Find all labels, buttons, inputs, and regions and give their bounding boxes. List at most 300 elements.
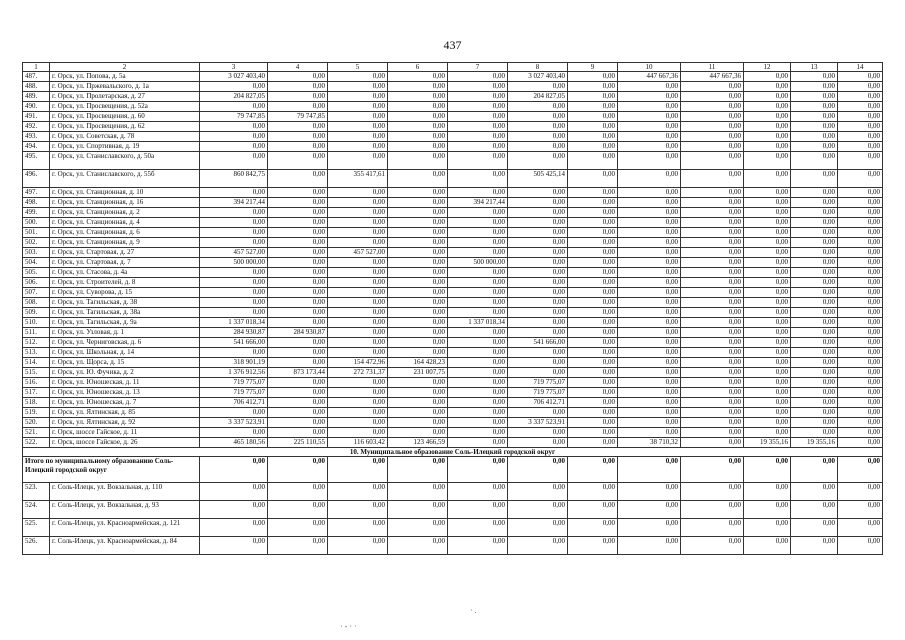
column-number-cell: 8 <box>508 63 568 72</box>
amount-cell: 0,00 <box>791 328 838 338</box>
amount-cell: 0,00 <box>744 338 791 348</box>
amount-cell: 0,00 <box>200 278 268 288</box>
amount-cell: 0,00 <box>744 208 791 218</box>
row-number-cell: 522. <box>23 438 50 448</box>
table-row <box>23 238 883 248</box>
amount-cell: 0,00 <box>388 328 448 338</box>
amount-cell: 0,00 <box>681 388 744 398</box>
amount-cell: 0,00 <box>508 348 568 358</box>
row-number-cell: 514. <box>23 358 50 368</box>
amount-cell: 0,00 <box>448 82 508 92</box>
amount-cell: 0,00 <box>508 152 568 170</box>
amount-cell: 0,00 <box>681 92 744 102</box>
amount-cell: 0,00 <box>508 268 568 278</box>
amount-cell: 0,00 <box>200 142 268 152</box>
amount-cell: 318 901,19 <box>200 358 268 368</box>
amount-cell: 79 747,85 <box>200 112 268 122</box>
amount-cell: 0,00 <box>328 112 388 122</box>
amount-cell: 0,00 <box>508 308 568 318</box>
amount-cell: 0,00 <box>328 142 388 152</box>
address-cell: г. Орск, ул. Школьная, д. 14 <box>50 348 200 358</box>
amount-cell: 0,00 <box>791 82 838 92</box>
amount-cell: 0,00 <box>618 298 681 308</box>
amount-cell: 0,00 <box>838 208 883 218</box>
amount-cell: 0,00 <box>268 92 328 102</box>
amount-cell: 0,00 <box>681 358 744 368</box>
amount-cell: 457 527,00 <box>328 248 388 258</box>
amount-cell: 0,00 <box>791 288 838 298</box>
amount-cell: 0,00 <box>508 368 568 378</box>
amount-cell: 0,00 <box>448 238 508 248</box>
amount-cell: 0,00 <box>448 170 508 188</box>
amount-cell: 0,00 <box>448 72 508 82</box>
amount-cell: 0,00 <box>388 537 448 555</box>
amount-cell: 0,00 <box>568 72 618 82</box>
amount-cell: 0,00 <box>568 142 618 152</box>
address-cell: г. Орск, ул. Стартовая, д. 27 <box>50 248 200 258</box>
amount-cell: 0,00 <box>791 142 838 152</box>
amount-cell: 0,00 <box>618 519 681 537</box>
amount-cell: 0,00 <box>791 483 838 501</box>
amount-cell: 0,00 <box>681 82 744 92</box>
amount-cell: 272 731,37 <box>328 368 388 378</box>
amount-cell: 0,00 <box>508 198 568 208</box>
amount-cell: 0,00 <box>328 122 388 132</box>
amount-cell: 0,00 <box>568 228 618 238</box>
amount-cell: 0,00 <box>681 318 744 328</box>
amount-cell: 0,00 <box>328 318 388 328</box>
amount-cell: 0,00 <box>388 428 448 438</box>
amount-cell: 0,00 <box>508 238 568 248</box>
amount-cell: 0,00 <box>838 388 883 398</box>
address-cell: г. Орск, ул. Юношеская, д. 11 <box>50 378 200 388</box>
address-cell: г. Орск, шоссе Гайское, д. 11 <box>50 428 200 438</box>
amount-cell: 0,00 <box>268 388 328 398</box>
amount-cell: 0,00 <box>508 519 568 537</box>
amount-cell: 0,00 <box>328 208 388 218</box>
amount-cell: 0,00 <box>838 483 883 501</box>
amount-cell: 0,00 <box>388 82 448 92</box>
table-row <box>23 328 883 338</box>
column-number-cell: 13 <box>791 63 838 72</box>
table-row <box>23 438 883 448</box>
amount-cell: 0,00 <box>200 122 268 132</box>
amount-cell: 0,00 <box>448 428 508 438</box>
row-number-cell: 497. <box>23 188 50 198</box>
amount-cell: 164 428,23 <box>388 358 448 368</box>
amount-cell: 0,00 <box>568 318 618 328</box>
address-cell: г. Орск, ул. Пролетарская, д. 27 <box>50 92 200 102</box>
amount-cell: 154 472,96 <box>328 358 388 368</box>
amount-cell: 0,00 <box>791 228 838 238</box>
row-number-cell: 491. <box>23 112 50 122</box>
row-number-cell: 488. <box>23 82 50 92</box>
row-number-cell: 515. <box>23 368 50 378</box>
table-row <box>23 102 883 112</box>
amount-cell: 0,00 <box>744 258 791 268</box>
row-number-cell: 490. <box>23 102 50 112</box>
amount-cell: 0,00 <box>744 278 791 288</box>
amount-cell: 0,00 <box>568 248 618 258</box>
amount-cell: 0,00 <box>838 318 883 328</box>
amount-cell: 38 710,32 <box>618 438 681 448</box>
amount-cell: 0,00 <box>328 298 388 308</box>
amount-cell: 0,00 <box>838 501 883 519</box>
table-row <box>23 388 883 398</box>
column-number-cell: 10 <box>618 63 681 72</box>
amount-cell: 19 355,16 <box>791 438 838 448</box>
amount-cell: 447 667,36 <box>681 72 744 82</box>
amount-cell: 0,00 <box>838 238 883 248</box>
table-row <box>23 170 883 188</box>
amount-cell: 0,00 <box>388 519 448 537</box>
amount-cell: 0,00 <box>268 308 328 318</box>
amount-cell: 0,00 <box>744 248 791 258</box>
amount-cell: 0,00 <box>268 298 328 308</box>
amount-cell: 0,00 <box>508 82 568 92</box>
amount-cell: 0,00 <box>618 388 681 398</box>
amount-cell: 0,00 <box>791 358 838 368</box>
amount-cell: 0,00 <box>448 408 508 418</box>
address-cell: г. Орск, ул. Тагильская, д. 38а <box>50 308 200 318</box>
amount-cell: 0,00 <box>791 348 838 358</box>
address-cell: г. Орск, ул. Ялтинская, д. 92 <box>50 418 200 428</box>
amount-cell: 0,00 <box>681 268 744 278</box>
amount-cell: 0,00 <box>328 288 388 298</box>
address-cell: г. Орск, ул. Ялтинская, д. 85 <box>50 408 200 418</box>
amount-cell: 0,00 <box>681 142 744 152</box>
page-number: 437 <box>443 38 462 52</box>
address-cell: г. Орск, ул. Пржевальского, д. 1а <box>50 82 200 92</box>
amount-cell: 0,00 <box>744 170 791 188</box>
amount-cell: 0,00 <box>388 288 448 298</box>
amount-cell: 0,00 <box>618 378 681 388</box>
address-cell: г. Орск, ул. Станиславского, д. 50а <box>50 152 200 170</box>
amount-cell: 204 827,05 <box>200 92 268 102</box>
amount-cell: 0,00 <box>618 328 681 338</box>
amount-cell: 0,00 <box>681 152 744 170</box>
amount-cell: 0,00 <box>744 428 791 438</box>
amount-cell: 0,00 <box>744 501 791 519</box>
amount-cell: 500 000,00 <box>200 258 268 268</box>
table-body <box>23 63 883 555</box>
row-number-cell: 495. <box>23 152 50 170</box>
amount-cell: 0,00 <box>568 483 618 501</box>
amount-cell: 0,00 <box>838 408 883 418</box>
amount-cell: 0,00 <box>388 228 448 238</box>
amount-cell: 0,00 <box>200 102 268 112</box>
amount-cell: 0,00 <box>448 368 508 378</box>
amount-cell: 0,00 <box>618 170 681 188</box>
amount-cell: 0,00 <box>268 418 328 428</box>
amount-cell: 0,00 <box>618 198 681 208</box>
amount-cell: 0,00 <box>791 238 838 248</box>
row-number-cell: 516. <box>23 378 50 388</box>
amount-cell: 0,00 <box>618 112 681 122</box>
amount-cell: 0,00 <box>744 228 791 238</box>
row-number-cell: 494. <box>23 142 50 152</box>
table-row <box>23 537 883 555</box>
amount-cell: 0,00 <box>508 218 568 228</box>
amount-cell: 719 775,07 <box>200 378 268 388</box>
amount-cell: 0,00 <box>268 318 328 328</box>
amount-cell: 0,00 <box>681 258 744 268</box>
amount-cell: 0,00 <box>268 537 328 555</box>
row-number-cell: 505. <box>23 268 50 278</box>
amount-cell: 0,00 <box>618 268 681 278</box>
amount-cell: 0,00 <box>268 170 328 188</box>
amount-cell: 0,00 <box>268 428 328 438</box>
amount-cell: 0,00 <box>328 102 388 112</box>
amount-cell: 0,00 <box>328 338 388 348</box>
amount-cell: 0,00 <box>618 238 681 248</box>
amount-cell: 0,00 <box>568 408 618 418</box>
amount-cell: 0,00 <box>838 152 883 170</box>
amount-cell: 0,00 <box>268 82 328 92</box>
amount-cell: 0,00 <box>791 170 838 188</box>
section-heading-row <box>23 448 883 457</box>
amount-cell: 0,00 <box>268 142 328 152</box>
total-amount-cell: 0,00 <box>508 457 568 483</box>
amount-cell: 0,00 <box>791 318 838 328</box>
amount-cell: 0,00 <box>681 102 744 112</box>
amount-cell: 0,00 <box>618 278 681 288</box>
amount-cell: 0,00 <box>328 328 388 338</box>
total-amount-cell: 0,00 <box>268 457 328 483</box>
table-row <box>23 92 883 102</box>
amount-cell: 0,00 <box>744 298 791 308</box>
amount-cell: 0,00 <box>791 112 838 122</box>
row-number-cell: 521. <box>23 428 50 438</box>
address-cell: г. Орск, ул. Стасова, д. 4а <box>50 268 200 278</box>
amount-cell: 0,00 <box>200 208 268 218</box>
amount-cell: 0,00 <box>568 378 618 388</box>
amount-cell: 0,00 <box>618 418 681 428</box>
amount-cell: 0,00 <box>791 218 838 228</box>
table-row <box>23 82 883 92</box>
row-number-cell: 500. <box>23 218 50 228</box>
amount-cell: 0,00 <box>388 278 448 288</box>
amount-cell: 0,00 <box>838 378 883 388</box>
table-row <box>23 278 883 288</box>
amount-cell: 0,00 <box>388 122 448 132</box>
amount-cell: 0,00 <box>838 170 883 188</box>
amount-cell: 1 337 018,34 <box>200 318 268 328</box>
address-cell: г. Орск, ул. Советская, д. 78 <box>50 132 200 142</box>
amount-cell: 0,00 <box>448 328 508 338</box>
amount-cell: 0,00 <box>268 501 328 519</box>
row-number-cell: 523. <box>23 483 50 501</box>
amount-cell: 0,00 <box>618 218 681 228</box>
amount-cell: 284 930,87 <box>200 328 268 338</box>
amount-cell: 0,00 <box>681 368 744 378</box>
amount-cell: 0,00 <box>618 132 681 142</box>
amount-cell: 719 775,07 <box>200 388 268 398</box>
amount-cell: 0,00 <box>328 278 388 288</box>
amount-cell: 0,00 <box>618 338 681 348</box>
amount-cell: 0,00 <box>328 418 388 428</box>
amount-cell: 0,00 <box>744 408 791 418</box>
amount-cell: 0,00 <box>200 519 268 537</box>
table-row <box>23 418 883 428</box>
amount-cell: 0,00 <box>838 348 883 358</box>
total-amount-cell: 0,00 <box>328 457 388 483</box>
amount-cell: 0,00 <box>744 152 791 170</box>
amount-cell: 1 376 912,56 <box>200 368 268 378</box>
amount-cell: 0,00 <box>388 218 448 228</box>
amount-cell: 0,00 <box>791 102 838 112</box>
amount-cell: 0,00 <box>744 308 791 318</box>
amount-cell: 0,00 <box>618 152 681 170</box>
amount-cell: 0,00 <box>744 238 791 248</box>
amount-cell: 0,00 <box>388 112 448 122</box>
amount-cell: 0,00 <box>791 519 838 537</box>
table-row <box>23 318 883 328</box>
amount-cell: 0,00 <box>618 248 681 258</box>
amount-cell: 0,00 <box>200 82 268 92</box>
amount-cell: 0,00 <box>568 208 618 218</box>
amount-cell: 0,00 <box>618 358 681 368</box>
amount-cell: 0,00 <box>268 348 328 358</box>
amount-cell: 0,00 <box>200 501 268 519</box>
amount-cell: 0,00 <box>268 483 328 501</box>
amount-cell: 0,00 <box>268 188 328 198</box>
amount-cell: 0,00 <box>268 408 328 418</box>
amount-cell: 0,00 <box>838 288 883 298</box>
amount-cell: 0,00 <box>508 288 568 298</box>
amount-cell: 0,00 <box>328 72 388 82</box>
amount-cell: 0,00 <box>388 408 448 418</box>
amount-cell: 0,00 <box>328 308 388 318</box>
row-number-cell: 513. <box>23 348 50 358</box>
amount-cell: 500 000,00 <box>448 258 508 268</box>
row-number-cell: 506. <box>23 278 50 288</box>
amount-cell: 0,00 <box>328 483 388 501</box>
amount-cell: 0,00 <box>744 368 791 378</box>
amount-cell: 204 827,05 <box>508 92 568 102</box>
amount-cell: 0,00 <box>328 258 388 268</box>
column-number-cell: 3 <box>200 63 268 72</box>
amount-cell: 0,00 <box>681 122 744 132</box>
address-cell: г. Орск, ул. Юношеская, д. 13 <box>50 388 200 398</box>
total-amount-cell: 0,00 <box>568 457 618 483</box>
address-cell: г. Соль-Илецк, ул. Красноармейская, д. 84 <box>50 537 200 555</box>
amount-cell: 0,00 <box>744 72 791 82</box>
address-cell: г. Орск, ул. Просвещения, д. 60 <box>50 112 200 122</box>
amount-cell: 0,00 <box>448 519 508 537</box>
total-amount-cell: 0,00 <box>681 457 744 483</box>
budget-table <box>22 62 883 555</box>
amount-cell: 0,00 <box>268 132 328 142</box>
amount-cell: 0,00 <box>838 328 883 338</box>
table-row <box>23 112 883 122</box>
amount-cell: 0,00 <box>508 228 568 238</box>
table-row <box>23 308 883 318</box>
amount-cell: 0,00 <box>448 418 508 428</box>
amount-cell: 541 666,00 <box>508 338 568 348</box>
amount-cell: 0,00 <box>838 82 883 92</box>
amount-cell: 0,00 <box>838 278 883 288</box>
amount-cell: 0,00 <box>744 132 791 142</box>
address-cell: г. Орск, ул. Станционная, д. 9 <box>50 238 200 248</box>
row-number-cell: 525. <box>23 519 50 537</box>
amount-cell: 0,00 <box>744 82 791 92</box>
amount-cell: 0,00 <box>508 112 568 122</box>
amount-cell: 0,00 <box>268 398 328 408</box>
amount-cell: 3 027 403,40 <box>200 72 268 82</box>
amount-cell: 0,00 <box>568 388 618 398</box>
amount-cell: 0,00 <box>838 258 883 268</box>
table-row <box>23 519 883 537</box>
amount-cell: 0,00 <box>744 288 791 298</box>
amount-cell: 0,00 <box>744 318 791 328</box>
row-number-cell: 501. <box>23 228 50 238</box>
column-number-cell: 1 <box>23 63 50 72</box>
address-cell: г. Орск, ул. Станционная, д. 10 <box>50 188 200 198</box>
amount-cell: 0,00 <box>568 278 618 288</box>
amount-cell: 0,00 <box>448 268 508 278</box>
amount-cell: 0,00 <box>838 142 883 152</box>
amount-cell: 0,00 <box>681 418 744 428</box>
amount-cell: 355 417,61 <box>328 170 388 188</box>
amount-cell: 0,00 <box>791 122 838 132</box>
amount-cell: 0,00 <box>791 92 838 102</box>
amount-cell: 0,00 <box>328 378 388 388</box>
amount-cell: 0,00 <box>448 483 508 501</box>
amount-cell: 465 180,56 <box>200 438 268 448</box>
section-title: 10. Муниципальное образование Соль-Илецкий городской округ <box>23 448 883 457</box>
amount-cell: 0,00 <box>328 238 388 248</box>
amount-cell: 0,00 <box>744 519 791 537</box>
amount-cell: 0,00 <box>681 198 744 208</box>
amount-cell: 0,00 <box>568 92 618 102</box>
amount-cell: 0,00 <box>618 501 681 519</box>
amount-cell: 284 930,87 <box>268 328 328 338</box>
amount-cell: 0,00 <box>328 501 388 519</box>
amount-cell: 0,00 <box>681 438 744 448</box>
amount-cell: 0,00 <box>618 408 681 418</box>
amount-cell: 457 527,00 <box>200 248 268 258</box>
amount-cell: 0,00 <box>838 188 883 198</box>
total-amount-cell: 0,00 <box>388 457 448 483</box>
table-row <box>23 208 883 218</box>
row-number-cell: 520. <box>23 418 50 428</box>
amount-cell: 0,00 <box>268 258 328 268</box>
amount-cell: 0,00 <box>838 398 883 408</box>
amount-cell: 0,00 <box>200 348 268 358</box>
address-cell: г. Орск, ул. Попова, д. 5а <box>50 72 200 82</box>
table-row <box>23 501 883 519</box>
table-row <box>23 338 883 348</box>
amount-cell: 0,00 <box>744 388 791 398</box>
table-row <box>23 72 883 82</box>
amount-cell: 0,00 <box>448 228 508 238</box>
amount-cell: 0,00 <box>200 268 268 278</box>
amount-cell: 0,00 <box>618 258 681 268</box>
amount-cell: 0,00 <box>568 428 618 438</box>
amount-cell: 0,00 <box>791 378 838 388</box>
amount-cell: 0,00 <box>838 358 883 368</box>
amount-cell: 0,00 <box>448 92 508 102</box>
row-number-cell: 503. <box>23 248 50 258</box>
amount-cell: 0,00 <box>388 501 448 519</box>
row-number-cell: 489. <box>23 92 50 102</box>
amount-cell: 0,00 <box>744 398 791 408</box>
address-cell: г. Соль-Илецк, ул. Вокзальная, д. 93 <box>50 501 200 519</box>
amount-cell: 0,00 <box>328 537 388 555</box>
amount-cell: 0,00 <box>388 418 448 428</box>
amount-cell: 0,00 <box>838 308 883 318</box>
